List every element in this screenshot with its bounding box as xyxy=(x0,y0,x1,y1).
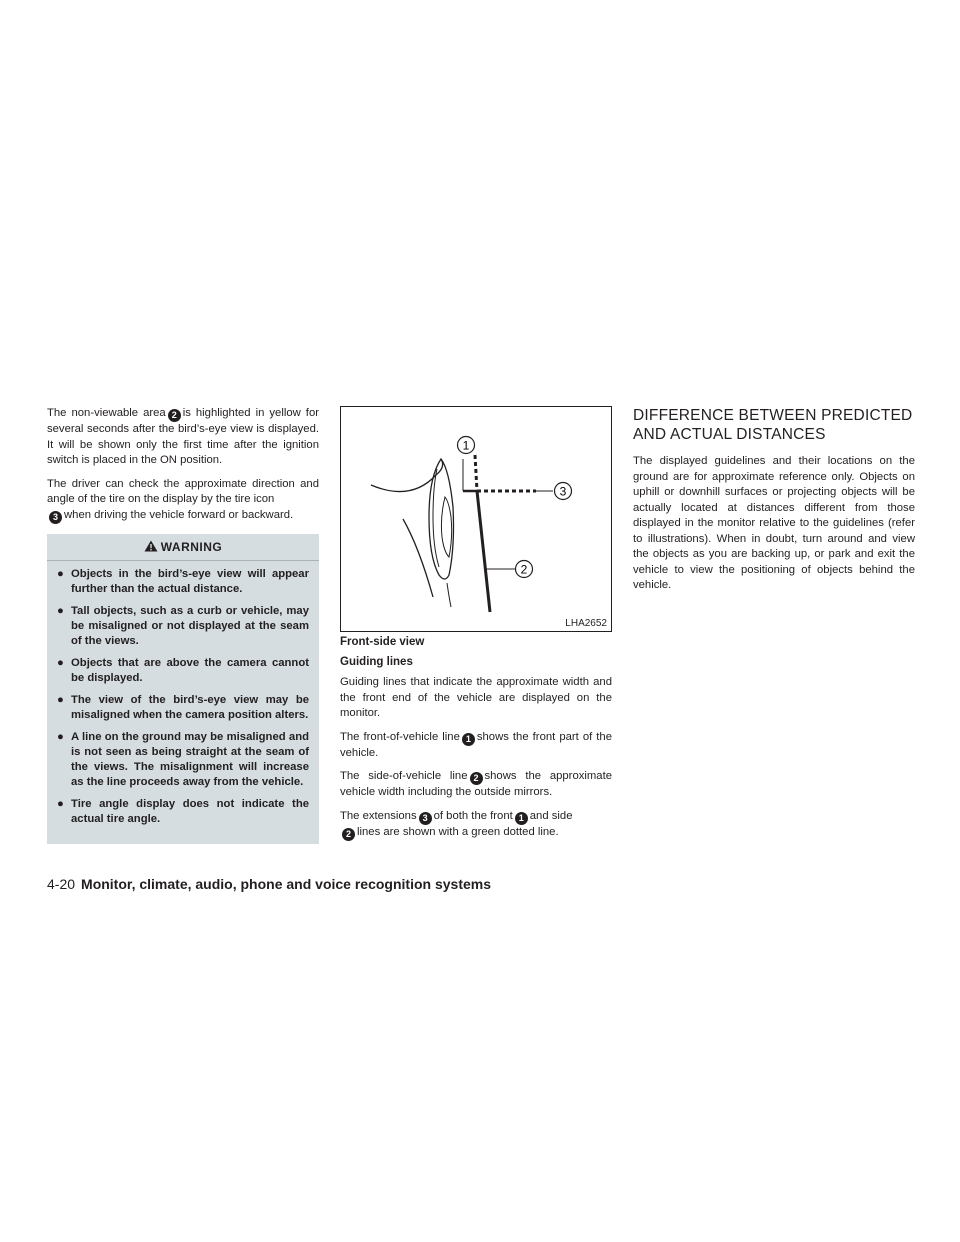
right-column xyxy=(633,406,915,602)
figure-code: LHA2652 xyxy=(565,618,607,629)
bullet-icon: ● xyxy=(57,730,64,743)
warning-item: ● Objects that are above the camera cannot be displayed. xyxy=(57,656,309,684)
callout-2-icon xyxy=(516,561,533,578)
bullet-icon: ● xyxy=(57,656,64,669)
warning-item: ● Tire angle display does not indicate the actual tire angle. xyxy=(57,797,309,825)
warning-item: ● Tall objects, such as a curb or vehicle, may be misaligned or not displayed at the seam of the views. xyxy=(57,604,309,647)
warning-triangle-icon xyxy=(144,540,158,552)
front-line-paragraph: The front-of-vehicle line 1 shows the front part of the vehicle. xyxy=(340,730,612,759)
front-side-view-figure xyxy=(340,406,612,632)
warning-item: ● A line on the ground may be misaligned and is not seen as being straight at the seam of the views. The misalignment will increase as the line proceeds away from the vehicle. xyxy=(57,730,309,788)
callout-3-icon: 3 xyxy=(49,511,62,524)
bullet-icon: ● xyxy=(57,567,64,580)
page-footer xyxy=(47,876,491,892)
page-number: 4-20 xyxy=(47,876,76,892)
guiding-lines-paragraph: Guiding lines that indicate the approximate width and the front end of the vehicle are displayed on the monitor. xyxy=(340,676,612,719)
guiding-lines-illustration xyxy=(341,407,611,631)
bullet-icon: ● xyxy=(57,693,64,706)
distances-paragraph: The displayed guidelines and their locations on the ground are for approximate reference only. Objects on uphill or downhill surfaces or projecting objects will be actually located at distances different from those displayed in the monitor relative to the guidelines (refer to illustrations). When in doubt, turn around and view the objects as you are backing up, or park and exit the vehicle to view the positioning of objects behind the vehicle. xyxy=(633,455,915,591)
callout-2-icon: 2 xyxy=(342,828,355,841)
svg-text:2: 2 xyxy=(520,562,528,577)
callout-3-icon xyxy=(555,483,572,500)
left-column xyxy=(47,406,319,844)
warning-item: ● Objects in the bird’s-eye view will appear further than the actual distance. xyxy=(57,567,309,595)
side-line-paragraph: The side-of-vehicle line 2 shows the approximate vehicle width including the outside mirrors. xyxy=(340,770,612,798)
guiding-lines-heading: Guiding lines xyxy=(340,656,413,668)
non-viewable-area-paragraph: The non-viewable area 2 is highlighted in yellow for several seconds after the bird’s-eye view is displayed. It will be shown only the first time after the ignition switch is placed in the ON position. xyxy=(47,407,319,466)
svg-text:3: 3 xyxy=(559,484,567,499)
warning-item: ● The view of the bird’s-eye view may be misaligned when the camera position alters. xyxy=(57,693,309,721)
section-heading: DIFFERENCE BETWEEN PREDICTED AND ACTUAL DISTANCES xyxy=(633,407,913,443)
warning-title: WARNING xyxy=(160,539,223,554)
callout-1-icon xyxy=(458,437,475,454)
callout-2-icon: 2 xyxy=(168,409,181,422)
warning-box xyxy=(47,534,319,844)
figure-caption: Front-side view xyxy=(340,636,425,648)
svg-text:1: 1 xyxy=(462,438,470,453)
callout-3-icon: 3 xyxy=(419,812,432,825)
chapter-title: Monitor, climate, audio, phone and voice recognition systems xyxy=(81,876,491,892)
callout-1-icon: 1 xyxy=(462,733,475,746)
warning-list xyxy=(57,567,309,827)
bullet-icon: ● xyxy=(57,797,64,810)
extensions-paragraph: The extensions 3 of both the front 1 and side 2 lines are shown with a green dotted line. xyxy=(340,809,573,839)
warning-header xyxy=(47,540,319,561)
callout-2-icon: 2 xyxy=(470,772,483,785)
tire-icon-paragraph: The driver can check the approximate direction and angle of the tire on the display by the tire icon 3 when driving the vehicle forward or backward. xyxy=(47,477,319,522)
bullet-icon: ● xyxy=(57,604,64,617)
callout-1-icon: 1 xyxy=(515,812,528,825)
middle-column xyxy=(340,406,612,849)
